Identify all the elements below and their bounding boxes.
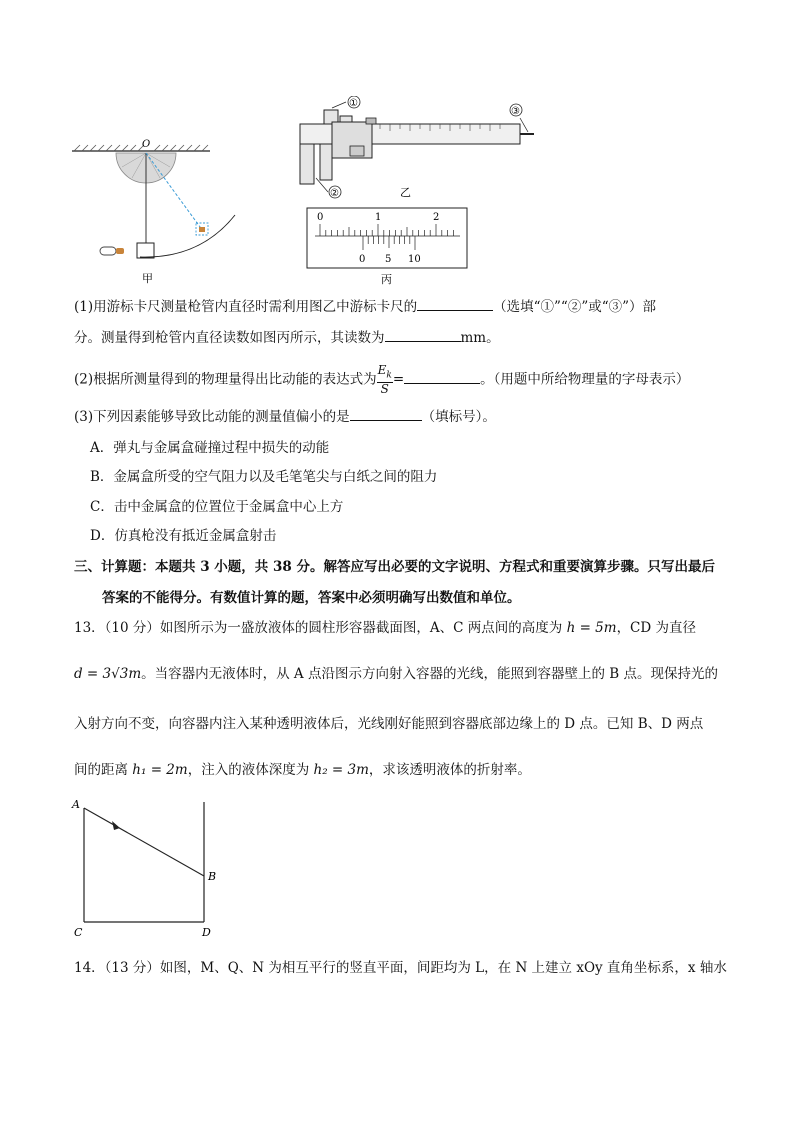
q12-part1-blank-2 [385,327,461,342]
q13-text-f: ，求该透明液体的折射率。 [368,762,531,778]
q13-depth-h2: h₂ = 3m [313,762,369,778]
kinetic-ratio-fraction [377,364,393,396]
vernier-label-5: 5 [385,254,392,265]
q12-part2-blank [404,369,480,384]
q13-height-h: h = 5m [566,620,617,636]
q13-diameter-d: d = 3√3m [74,666,142,682]
main-scale-label-1: 1 [375,212,382,223]
q12-part1-line1 [74,296,656,317]
q13-line2 [74,664,718,684]
q13-line1 [74,618,696,638]
point-a-label: A [72,798,80,811]
main-scale-label-2: 2 [433,212,440,223]
q13-text-d: 间的距离 [74,762,128,778]
q12-option-c: C．击中金属盒的位置位于金属盒中心上方 [90,499,344,515]
caliper-marker-3: ③ [511,106,520,117]
point-b-label: B [208,870,217,883]
q12-part1-text-b: （选填“①”“②”或“③”）部 [493,299,657,315]
frac-numerator: E [377,363,387,377]
frac-denominator: S [380,382,389,397]
q12-part3-text-a: (3)下列因素能够导致比动能的测量值偏小的是 [74,409,350,425]
q12-option-d: D．仿真枪没有抵近金属盒射击 [90,528,277,544]
q12-option-b: B．金属盒所受的空气阻力以及毛笔笔尖与白纸之间的阻力 [90,469,438,485]
q13-line4 [74,760,531,780]
section3-heading-line2: 答案的不能得分。有数值计算的题，答案中必须明确写出数值和单位。 [102,590,521,606]
q12-part1-text-d: mm。 [460,330,500,346]
caliper-marker-2: ② [330,188,339,199]
q14-line1: 14．（13 分）如图，M、Q、N 为相互平行的竖直平面，间距均为 L，在 N 上建立 xOy 直角坐标系，x 轴水 [74,960,727,976]
q13-text-e: ，注入的液体深度为 [187,762,310,778]
q12-part2-equals: = [392,371,405,388]
point-d-label: D [202,926,211,939]
point-o-label: O [142,139,151,150]
q13-text-a: 13．（10 分）如图所示为一盛放液体的圆柱形容器截面图，A、C 两点间的高度为 [74,620,563,636]
point-c-label: C [74,926,83,939]
vernier-label-10: 10 [408,254,421,265]
caliper-marker-1: ① [349,98,358,109]
q12-part3-text-b: （填标号）。 [421,409,496,425]
figure-yi-caliper [290,96,550,200]
figure-bing-vernier-reading [305,206,470,288]
q13-distance-h1: h₁ = 2m [132,762,188,778]
figure-container-section [68,794,228,940]
q12-part1-blank-1 [417,296,493,311]
q12-part3-blank [350,406,422,421]
q12-part1-text-a: (1)用游标卡尺测量枪管内直径时需利用图乙中游标卡尺的 [74,299,418,315]
q12-part1-line2 [74,327,500,348]
q12-part2-text-b: 。（用题中所给物理量的字母表示） [480,371,690,388]
q12-part1-text-c: 分。测量得到枪管内直径读数如图丙所示，其读数为 [74,330,385,346]
q13-line3: 入射方向不变，向容器内注入某种透明液体后，光线刚好能照到容器底部边缘上的 D 点。已知 B、D 两点 [74,716,704,732]
figure-jia-label: 甲 [142,272,153,285]
q12-option-a: A．弹丸与金属盒碰撞过程中损失的动能 [90,440,330,456]
frac-numerator-sub: k [386,370,392,381]
q12-part3-line [74,406,496,427]
vernier-label-0: 0 [359,254,366,265]
q12-part2-text-a: (2)根据所测量得到的物理量得出比动能的表达式为 [74,371,377,388]
q13-text-b: ，CD 为直径 [616,620,697,636]
q12-part2-line [74,364,689,396]
figure-jia-pendulum [70,135,250,285]
figure-yi-label: 乙 [400,186,411,199]
main-scale-label-0: 0 [317,212,324,223]
q13-text-c: 。当容器内无液体时，从 A 点沿图示方向射入容器的光线，能照到容器壁上的 B 点。现保持光的 [141,666,718,682]
section3-heading-line1: 三、计算题：本题共 3 小题，共 38 分。解答应写出必要的文字说明、方程式和重要演算步骤。只写出最后 [74,559,715,575]
figure-bing-label: 丙 [381,273,392,286]
